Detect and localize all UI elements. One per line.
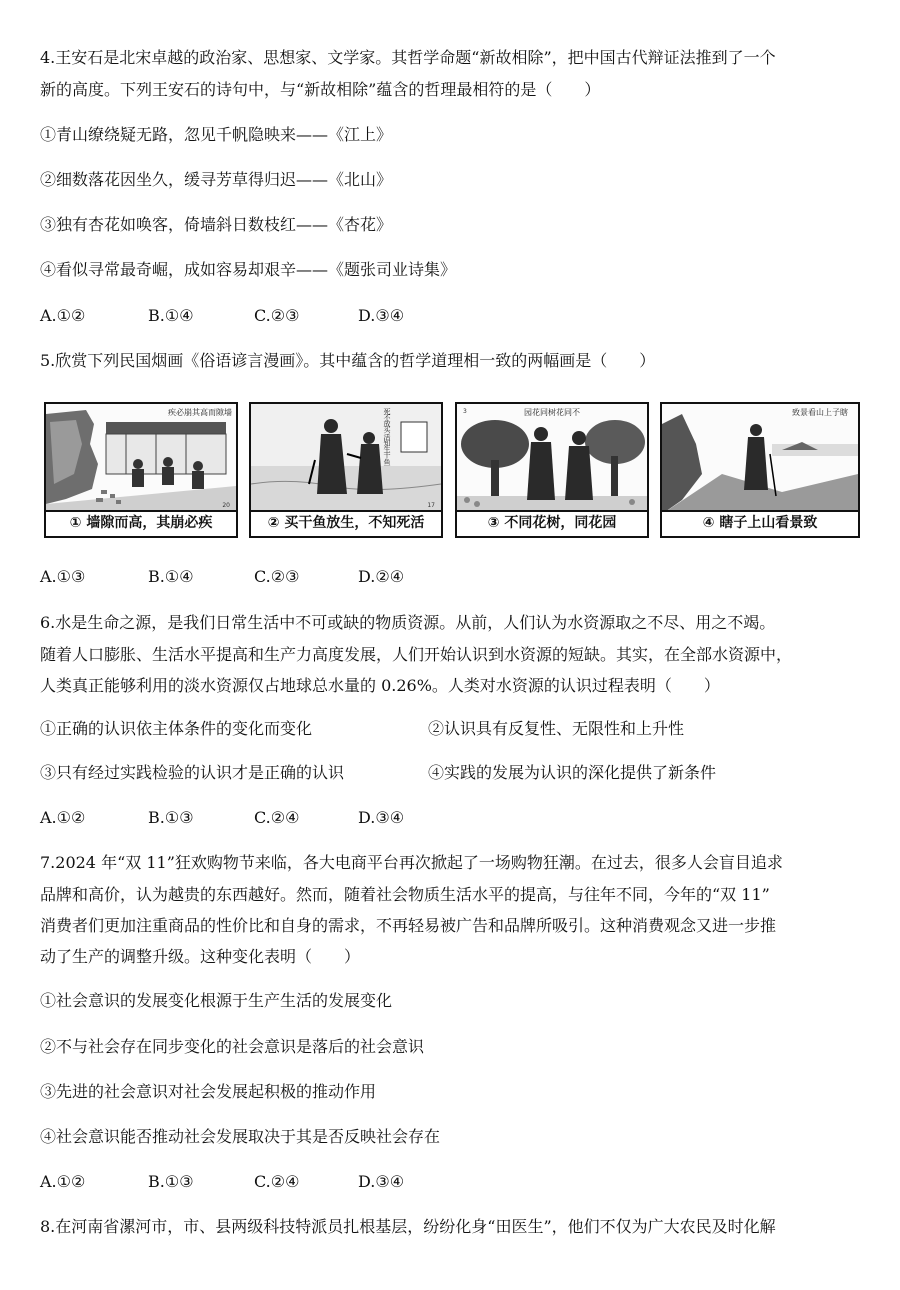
q7-option-b[interactable]: B.①③ bbox=[148, 1172, 194, 1191]
panel2-inscription: 死不放买 活知生干 鱼 bbox=[383, 408, 391, 465]
q4-option-a[interactable]: A.①② bbox=[40, 306, 86, 325]
q7-item-2: ②不与社会存在同步变化的社会意识是落后的社会意识 bbox=[40, 1037, 425, 1056]
q7-stem-line1: 7.2024 年“双 11”狂欢购物节来临，各大电商平台再次掀起了一场购物狂潮。在过去，很多人会盲目追求 bbox=[40, 853, 783, 872]
q4-stem-line2: 新的高度。下列王安石的诗句中，与“新故相除”蕴含的哲理最相符的是（ ） bbox=[40, 80, 601, 99]
q6-option-a[interactable]: A.①② bbox=[40, 808, 86, 827]
q4-option-d[interactable]: D.③④ bbox=[358, 306, 405, 325]
panel3-index-number: 3 bbox=[463, 408, 467, 415]
comic-panel-2 bbox=[249, 402, 443, 538]
comic-panel-4 bbox=[660, 402, 860, 538]
q4-item-3: ③独有杏花如唤客，倚墙斜日数枝红——《杏花》 bbox=[40, 215, 393, 234]
q5-option-c[interactable]: C.②③ bbox=[254, 567, 300, 586]
panel3-inscription: 园花同树花同不 bbox=[524, 408, 580, 417]
panel1-page-number: 20 bbox=[222, 502, 230, 509]
q6-option-d[interactable]: D.③④ bbox=[358, 808, 405, 827]
panel2-page-number: 17 bbox=[427, 502, 435, 509]
q6-option-b[interactable]: B.①③ bbox=[148, 808, 194, 827]
q7-stem-line4: 动了生产的调整升级。这种变化表明（ ） bbox=[40, 947, 361, 966]
q6-stem-line1: 6.水是生命之源，是我们日常生活中不可或缺的物质资源。从前，人们认为水资源取之不尽、用之不竭。 bbox=[40, 613, 776, 632]
q7-stem-line3: 消费者们更加注重商品的性价比和自身的需求，不再轻易被广告和品牌所吸引。这种消费观念又进一步推 bbox=[40, 916, 777, 935]
q5-option-d[interactable]: D.②④ bbox=[358, 567, 405, 586]
panel3-caption: ③ 不同花树，同花园 bbox=[457, 510, 647, 536]
q6-item-1: ①正确的认识依主体条件的变化而变化 bbox=[40, 719, 313, 738]
panel4-inscription: 致景看山上子瞎 bbox=[792, 408, 848, 417]
comic-panel-1 bbox=[44, 402, 238, 538]
q4-option-c[interactable]: C.②③ bbox=[254, 306, 300, 325]
q7-item-4: ④社会意识能否推动社会发展取决于其是否反映社会存在 bbox=[40, 1127, 441, 1146]
q6-item-3: ③只有经过实践检验的认识才是正确的认识 bbox=[40, 763, 345, 782]
panel1-inscription: 疾必崩其高而隙墙 bbox=[168, 408, 232, 417]
q4-item-1: ①青山缭绕疑无路，忽见千帆隐映来——《江上》 bbox=[40, 125, 393, 144]
panel2-caption: ② 买干鱼放生，不知死活 bbox=[251, 510, 441, 536]
q6-stem-line2: 随着人口膨胀、生活水平提高和生产力高度发展，人们开始认识到水资源的短缺。其实，在全部水资源中， bbox=[40, 645, 793, 664]
q7-option-c[interactable]: C.②④ bbox=[254, 1172, 300, 1191]
fish-release-illustration bbox=[251, 404, 441, 514]
q7-option-d[interactable]: D.③④ bbox=[358, 1172, 405, 1191]
q5-stem: 5.欣赏下列民国烟画《俗语谚言漫画》。其中蕴含的哲学道理相一致的两幅画是（ ） bbox=[40, 351, 656, 370]
q4-item-4: ④看似寻常最奇崛，成如容易却艰辛——《题张司业诗集》 bbox=[40, 260, 457, 279]
q4-item-2: ②细数落花因坐久，缓寻芳草得归迟——《北山》 bbox=[40, 170, 393, 189]
q6-option-c[interactable]: C.②④ bbox=[254, 808, 300, 827]
q4-option-b[interactable]: B.①④ bbox=[148, 306, 194, 325]
garden-trees-illustration bbox=[457, 404, 647, 514]
q6-item-2: ②认识具有反复性、无限性和上升性 bbox=[428, 719, 685, 738]
blind-man-mountain-illustration bbox=[662, 404, 858, 514]
q4-stem-line1: 4.王安石是北宋卓越的政治家、思想家、文学家。其哲学命题“新故相除”，把中国古代辩证法推到了一个 bbox=[40, 48, 776, 67]
q7-item-1: ①社会意识的发展变化根源于生产生活的发展变化 bbox=[40, 991, 393, 1010]
panel1-caption: ① 墙隙而高，其崩必疾 bbox=[46, 510, 236, 536]
q7-option-a[interactable]: A.①② bbox=[40, 1172, 86, 1191]
q6-stem-line3: 人类真正能够利用的淡水资源仅占地球总水量的 0.26%。人类对水资源的认识过程表明（ ） bbox=[40, 676, 720, 695]
q5-option-b[interactable]: B.①④ bbox=[148, 567, 194, 586]
q7-stem-line2: 品牌和高价，认为越贵的东西越好。然而，随着社会物质生活水平的提高，与往年不同，今年的“双 11” bbox=[40, 885, 770, 904]
q5-option-a[interactable]: A.①③ bbox=[40, 567, 86, 586]
q8-stem-line1: 8.在河南省漯河市，市、县两级科技特派员扎根基层，纷纷化身“田医生”，他们不仅为广大农民及时化解 bbox=[40, 1217, 776, 1236]
comic-panel-3 bbox=[455, 402, 649, 538]
q7-item-3: ③先进的社会意识对社会发展起积极的推动作用 bbox=[40, 1082, 377, 1101]
crumbling-wall-illustration bbox=[46, 404, 236, 514]
comic-strip bbox=[44, 402, 860, 538]
q6-item-4: ④实践的发展为认识的深化提供了新条件 bbox=[428, 763, 717, 782]
panel4-caption: ④ 瞎子上山看景致 bbox=[662, 510, 858, 536]
